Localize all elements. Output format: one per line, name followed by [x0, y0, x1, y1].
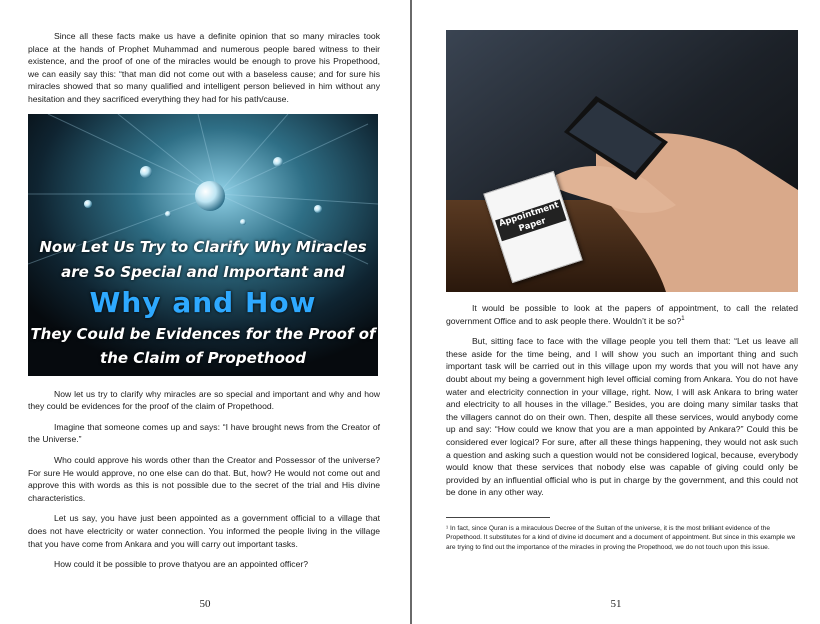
phone-hands-photo [446, 30, 798, 292]
left-paragraph-1: Since all these facts make us have a definite opinion that so many miracles took place at the hands of Prophet Muhammad and numerous people bared witness to their existence, and the proof of one of the miracles would be enough to prove his Propethood, we can easily say this: “that man did not come out with a baseless cause; and for sure his miracles showed that so many qualified and intelligent person believed in him without any hesitation and they sacrificed everything they had for his path/cause. [28, 31, 380, 104]
hands-holding-phone-illustration [446, 30, 798, 292]
right-paragraph-1-text: It would be possible to look at the papers of appointment, to call the related government Office and to ask people there. Wouldn’t it be so? [446, 303, 798, 326]
right-paragraph-1 [446, 302, 798, 327]
miracles-banner-image [28, 114, 378, 376]
right-text-column [446, 30, 798, 552]
footnote-text: ¹ In fact, since Quran is a miraculous Decree of the Sultan of the universe, it is the most brilliant evidence of the Propethood. It substitutes for a kind of divine id document and a document of appointment. But since in this example we are trying to find out the importance of the miracles in proving the Propethood, we do not touch upon this issue. [446, 524, 796, 551]
right-page [412, 0, 820, 624]
banner-line-4: the Claim of Propethood [100, 348, 306, 367]
left-paragraph-2: Imagine that someone comes up and says: “I have brought news from the Creator of the Universe.” [28, 421, 380, 445]
left-caption-paragraph: Now let us try to clarify why miracles are so special and important and why and how they could be evidences for the proof of the claim of Propethood. [28, 388, 380, 412]
left-paragraph-3: Who could approve his words other than the Creator and Possessor of the universe? For sure He would approve, no one else can do that. But, how? He would not come out and approve this with words as this is not possible due to the secret of the trial and His divine characteristics. [28, 454, 380, 503]
footnote-reference[interactable]: 1 [681, 315, 685, 322]
left-paragraph-4: Let us say, you have just been appointed as a government official to a village that does not have electricity or water connection. You informed the people living in the village that you have come from Ankara and you will carry out important tasks. [28, 513, 380, 549]
page-number-left: 50 [199, 598, 211, 610]
right-paragraph-2: But, sitting face to face with the village people you tell them that: “Let us leave all these aside for the time being, and I will show you such an important thing and such important task will be carried out in this village upon my words that you will not have any doubt about my being a government high level official coming from Ankara. You do not have water and electricity connection in your village, right. Now, I will ask Ankara to bring water and electricity to all houses in the village.” Besides, you are doing many similar tasks that the villagers cannot do on their own. Then, despite all these services, would anybody come up and say: “How could we know that you are a man appointed by Ankara?” Could this be considered ever logical? For sure, after all these things happening, they would not ask such a question and asking such a question would not be considered logical, because, everybody would know that these services that nobody else was capable of giving could only be provided by an influential official who is put in charge by the government, and this could not be done in any other way. [446, 336, 798, 498]
footnote-divider [446, 517, 550, 518]
left-paragraph-5: How could it be possible to prove thatyou are an appointed officer? [54, 559, 308, 570]
banner-line-1: Now Let Us Try to Clarify Why Miracles [39, 237, 367, 256]
banner-highlight: Why and How [89, 285, 317, 319]
left-text-column [28, 30, 380, 579]
banner-line-2: are So Special and Important and [61, 262, 345, 281]
appointment-paper-label: Appointment Paper [495, 199, 566, 241]
page-number-right: 51 [610, 598, 622, 610]
banner-line-3: They Could be Evidences for the Proof of [30, 324, 376, 343]
